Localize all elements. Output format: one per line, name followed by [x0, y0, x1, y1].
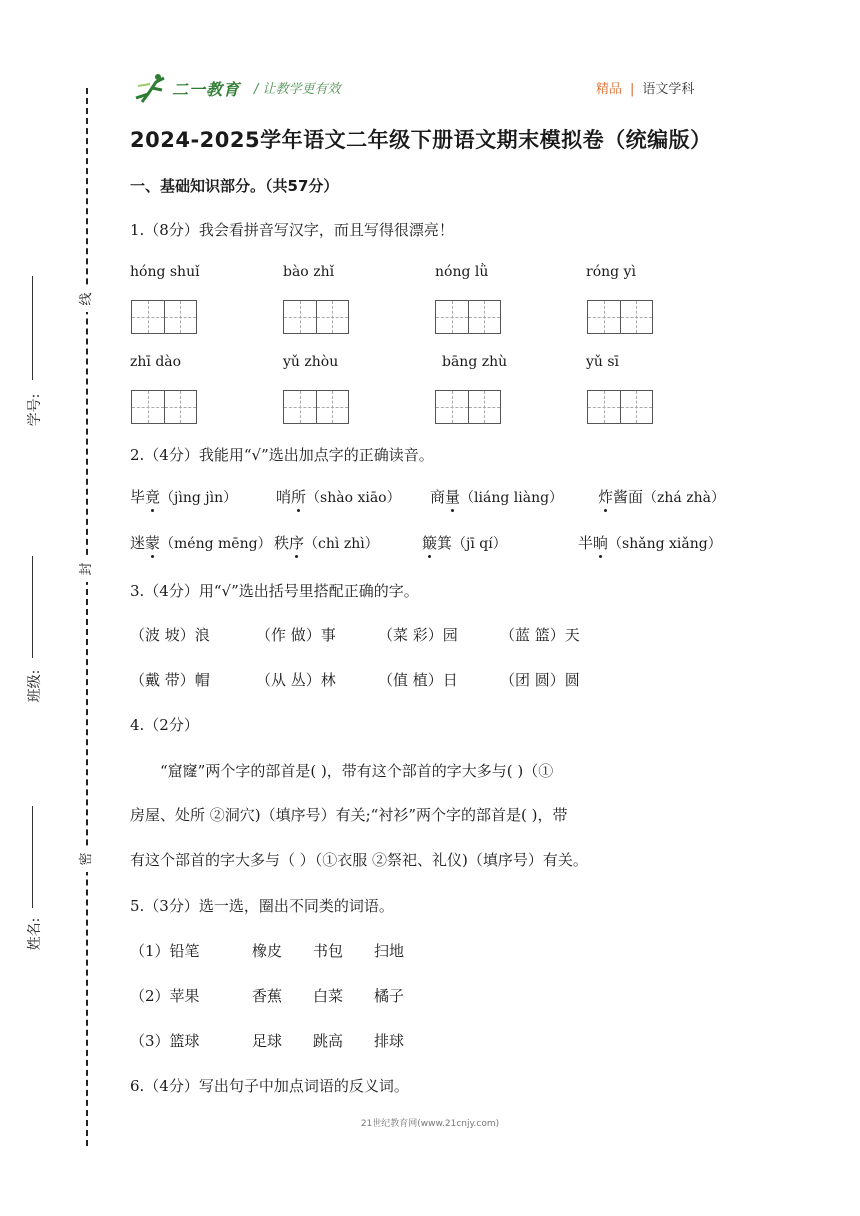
word-item[interactable]: （3）篮球 — [130, 1032, 200, 1050]
page-footer: 21世纪教育网(www.21cnjy.com) — [360, 1119, 500, 1129]
pinyin-7: bāng zhù — [442, 354, 508, 370]
tianzige-box[interactable] — [435, 390, 501, 424]
pinyin-4: róng yì — [586, 264, 636, 280]
tianzige-box[interactable] — [283, 300, 349, 334]
word-item[interactable]: 白菜 — [313, 987, 344, 1005]
tianzige-box[interactable] — [283, 390, 349, 424]
word-item[interactable]: 排球 — [374, 1032, 405, 1050]
tianzige-box[interactable] — [587, 300, 653, 334]
premium-tag: 精品 — [596, 82, 623, 97]
pronunciation-item[interactable]: 簸箕（jī qí） — [422, 534, 507, 552]
word-item[interactable]: （1）铅笔 — [130, 942, 200, 960]
student-id-label: 学号: — [27, 393, 43, 427]
question-1-stem: 1.（8分）我会看拼音写汉字，而且写得很漂亮！ — [130, 221, 454, 239]
word-item[interactable]: 橘子 — [374, 987, 405, 1005]
pronunciation-item[interactable]: 秩序（chì zhì） — [274, 534, 379, 552]
question-4-text-line-1: “窟窿”两个字的部首是( )，带有这个部首的字大多与( )（① — [160, 762, 554, 780]
runner-logo-icon — [134, 72, 170, 104]
question-3-stem: 3.（4分）用“√”选出括号里搭配正确的字。 — [130, 582, 419, 600]
word-choice-item[interactable]: （值 植）日 — [378, 671, 458, 689]
word-item[interactable]: （2）苹果 — [130, 987, 200, 1005]
pinyin-2: bào zhǐ — [283, 264, 335, 280]
word-choice-item[interactable]: （蓝 篮）天 — [500, 626, 580, 644]
question-6-stem: 6.（4分）写出句子中加点词语的反义词。 — [130, 1077, 409, 1095]
pinyin-8: yǔ sī — [586, 354, 620, 370]
subject-label: 语文学科 — [642, 82, 695, 97]
pronunciation-item[interactable]: 哨所（shào xiāo） — [276, 488, 401, 506]
logo-text: 二一教育 — [172, 79, 241, 99]
bind-char-feng: 封 — [74, 556, 100, 582]
section-heading: 一、基础知识部分。（共57分） — [130, 177, 339, 195]
tianzige-box[interactable] — [435, 300, 501, 334]
word-choice-item[interactable]: （作 做）事 — [256, 626, 336, 644]
pinyin-3: nóng lǜ — [435, 264, 489, 280]
binding-dashed-line — [86, 88, 88, 1146]
bind-char-mi: 密 — [74, 846, 100, 872]
name-label: 姓名: — [27, 917, 43, 951]
word-item[interactable]: 扫地 — [374, 942, 405, 960]
pronunciation-item[interactable]: 商量（liáng liàng） — [430, 488, 564, 506]
class-label: 班级: — [27, 669, 43, 703]
pronunciation-item[interactable]: 迷蒙（méng mēng） — [130, 534, 272, 552]
name-line — [32, 806, 33, 908]
student-id-line — [32, 276, 33, 380]
pinyin-6: yǔ zhòu — [283, 354, 339, 370]
word-choice-item[interactable]: （戴 带）帽 — [130, 671, 210, 689]
header-subject — [596, 78, 694, 97]
pronunciation-item[interactable]: 半晌（shǎng xiǎng） — [578, 534, 722, 552]
header-separator: | — [630, 82, 635, 97]
pinyin-1: hóng shuǐ — [130, 264, 200, 280]
pronunciation-item[interactable]: 毕竟（jìng jìn） — [130, 488, 238, 506]
tianzige-box[interactable] — [131, 390, 197, 424]
pinyin-5: zhī dào — [130, 354, 182, 370]
question-4-text-line-2: 房屋、处所 ②洞穴)（填序号）有关;“衬衫”两个字的部首是( )，带 — [130, 806, 568, 824]
tianzige-box[interactable] — [131, 300, 197, 334]
question-2-stem: 2.（4分）我能用“√”选出加点字的正确读音。 — [130, 446, 434, 464]
word-choice-item[interactable]: （团 圆）圆 — [500, 671, 580, 689]
pronunciation-item[interactable]: 炸酱面（zhá zhà） — [598, 488, 725, 506]
tianzige-box[interactable] — [587, 390, 653, 424]
word-choice-item[interactable]: （从 丛）林 — [256, 671, 336, 689]
slogan: / 让教学更有效 — [254, 82, 341, 97]
word-item[interactable]: 橡皮 — [252, 942, 283, 960]
question-4-text-line-3: 有这个部首的字大多与（ ）（①衣服 ②祭祀、礼仪)（填序号）有关。 — [130, 851, 588, 869]
logo — [134, 70, 240, 106]
word-choice-item[interactable]: （菜 彩）园 — [378, 626, 458, 644]
word-item[interactable]: 足球 — [252, 1032, 283, 1050]
page-title: 2024-2025学年语文二年级下册语文期末模拟卷（统编版） — [130, 128, 712, 152]
class-line — [32, 556, 33, 658]
question-5-stem: 5.（3分）选一选，圈出不同类的词语。 — [130, 897, 394, 915]
word-choice-item[interactable]: （波 坡）浪 — [130, 626, 210, 644]
word-item[interactable]: 书包 — [313, 942, 344, 960]
word-item[interactable]: 香蕉 — [252, 987, 283, 1005]
word-item[interactable]: 跳高 — [313, 1032, 344, 1050]
question-4-stem: 4.（2分） — [130, 716, 199, 734]
bind-char-xian: 线 — [74, 286, 100, 312]
